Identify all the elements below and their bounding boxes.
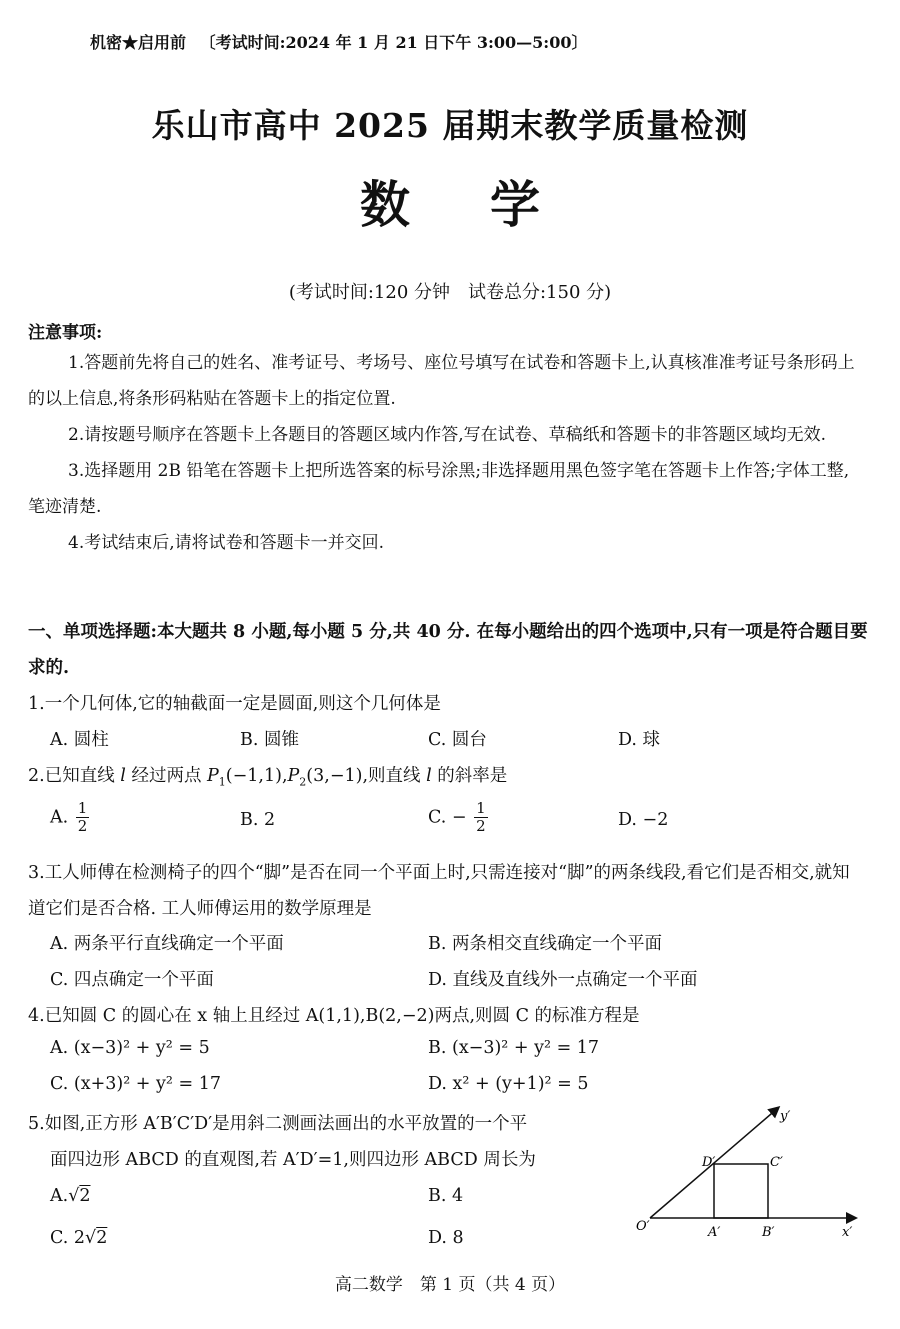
- q3-option-c: C. 四点确定一个平面: [50, 970, 214, 990]
- q1-option-a: A. 圆柱: [50, 730, 109, 750]
- q4-option-b: B. (x−3)² + y² = 17: [428, 1038, 600, 1058]
- point-a-label: A′: [708, 1225, 721, 1240]
- origin-label: O′: [636, 1219, 650, 1234]
- q5-option-a: A.√2: [50, 1186, 91, 1206]
- square-abcd: [714, 1164, 768, 1218]
- point-d-label: D′: [702, 1155, 716, 1170]
- q2-option-c: C. − $\frac{1}{2}$: [428, 799, 486, 835]
- page-footer: 高二数学 第 1 页（共 4 页）: [334, 1275, 566, 1295]
- q4-option-a: A. (x−3)² + y² = 5: [50, 1038, 210, 1058]
- question-5-stem-line2: 面四边形 ABCD 的直观图,若 A′D′=1,则四边形 ABCD 周长为: [50, 1150, 536, 1170]
- q5-option-b: B. 4: [428, 1186, 464, 1206]
- notice-item: 3.选择题用 2B 铅笔在答题卡上把所选答案的标号涂黑;非选择题用黑色签字笔在答题卡上作答;字体工整,笔迹清楚.: [28, 461, 850, 517]
- question-4-stem: 4.已知圆 C 的圆心在 x 轴上且经过 A(1,1),B(2,−2)两点,则圆 C 的标准方程是: [28, 1006, 640, 1026]
- fraction: $\frac{1}{2}$: [476, 799, 486, 835]
- q5-option-d: D. 8: [428, 1228, 464, 1248]
- oblique-projection-figure: [630, 1100, 870, 1250]
- q5-option-c: C. 2√2: [50, 1228, 108, 1248]
- q2-option-a: A. $\frac{1}{2}$: [50, 799, 88, 835]
- q1-option-d: D. 球: [618, 730, 661, 750]
- x-axis-label: x′: [842, 1225, 853, 1240]
- q3-option-a: A. 两条平行直线确定一个平面: [50, 934, 284, 954]
- exam-info: (考试时间:120 分钟 试卷总分:150 分): [288, 282, 612, 303]
- sqrt-icon: √: [68, 1186, 80, 1206]
- point-c-label: C′: [770, 1155, 783, 1170]
- question-1-stem: 1.一个几何体,它的轴截面一定是圆面,则这个几何体是: [28, 694, 441, 714]
- section-heading: 一、单项选择题:本大题共 8 小题,每小题 5 分,共 40 分. 在每小题给出的四个选项中,只有一项是符合题目要求的.: [28, 622, 868, 678]
- notice-heading: 注意事项:: [28, 323, 103, 343]
- q4-option-d: D. x² + (y+1)² = 5: [428, 1074, 589, 1094]
- sqrt-icon: √: [85, 1228, 97, 1248]
- notice-item: 1.答题前先将自己的姓名、准考证号、考场号、座位号填写在试卷和答题卡上,认真核准准考证号条形码上的以上信息,将条形码粘贴在答题卡上的指定位置.: [28, 353, 855, 409]
- fraction: $\frac{1}{2}$: [77, 799, 88, 835]
- q4-option-c: C. (x+3)² + y² = 17: [50, 1074, 221, 1094]
- y-axis-label: y′: [780, 1109, 791, 1124]
- q2-option-b: B. 2: [240, 810, 276, 830]
- confidential-header: [90, 30, 587, 53]
- q1-option-b: B. 圆锥: [240, 730, 299, 750]
- q3-option-d: D. 直线及直线外一点确定一个平面: [428, 970, 698, 990]
- q2-option-d: D. −2: [618, 810, 669, 830]
- question-5-stem-line1: 5.如图,正方形 A′B′C′D′是用斜二测画法画出的水平放置的一个平: [28, 1114, 528, 1134]
- subject-title: 数学: [360, 175, 620, 234]
- notice-list: [28, 345, 858, 561]
- confidential-label: 机密★启用前: [90, 33, 187, 52]
- notice-item: 2.请按题号顺序在答题卡上各题目的答题区域内作答,写在试卷、草稿纸和答题卡的非答题区域均无效.: [68, 425, 827, 445]
- q3-option-b: B. 两条相交直线确定一个平面: [428, 934, 662, 954]
- exam-time-note: 〔考试时间:2024 年 1 月 21 日下午 3:00—5:00〕: [199, 33, 588, 52]
- question-3-stem: 3.工人师傅在检测椅子的四个“脚”是否在同一个平面上时,只需连接对“脚”的两条线段,看它们是否相交,就知道它们是否合格. 工人师傅运用的数学原理是: [28, 863, 850, 919]
- exam-title: 乐山市高中 2025 届期末教学质量检测: [151, 106, 749, 145]
- q1-option-c: C. 圆台: [428, 730, 487, 750]
- point-b-label: B′: [762, 1225, 775, 1240]
- question-2-stem: 2.已知直线 l 经过两点 $P_1(-1,1),P_2(3,-1)$,则直线 l 的斜率是: [28, 766, 508, 789]
- notice-item: 4.考试结束后,请将试卷和答题卡一并交回.: [68, 533, 385, 553]
